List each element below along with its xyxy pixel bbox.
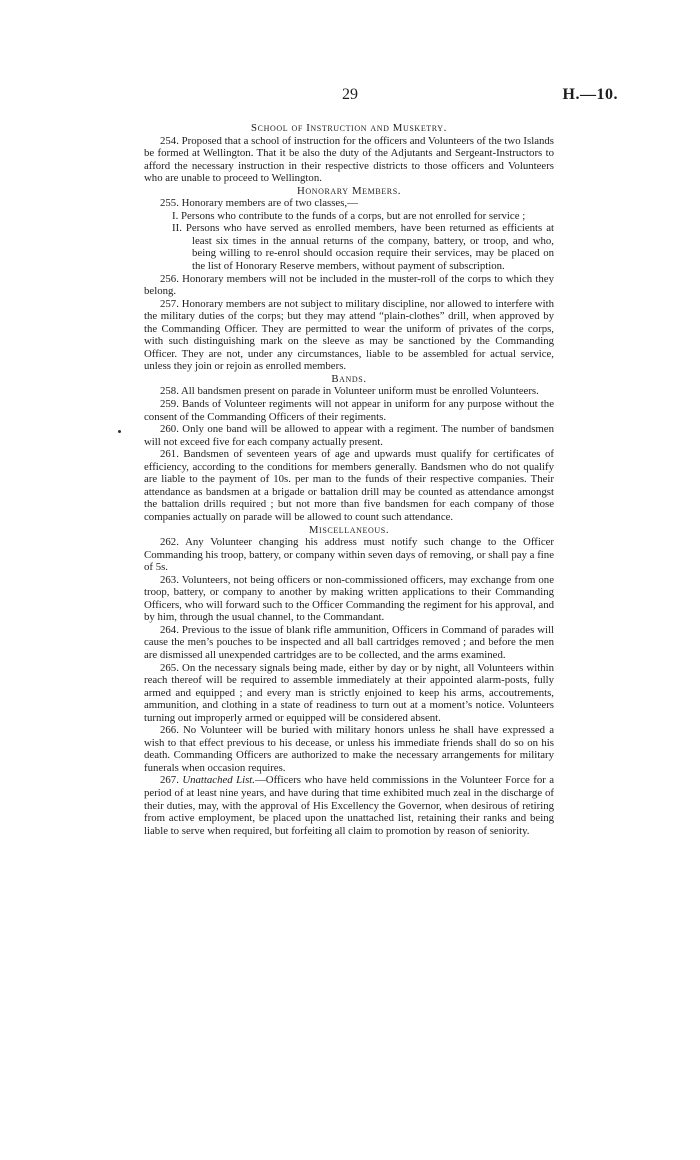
unattached-list-title: Unattached List. [182,774,255,787]
paragraph-258: 258. All bandsmen present on parade in Volunteer uniform must be enrolled Volunteers. [160,385,539,398]
list-item-class-i: I. Persons who contribute to the funds of a corps, but are not enrolled for service ; [172,209,526,222]
paragraph-265: 265. On the necessary signals being made, either by day or by night, all Volunteers within reach thereof will be required to assemble immediately at their appointed alarm-posts, fully armed and equipped ; and every man is strictly enjoined to keep his arms, accoutrements, ammunition, and clothing in a state of readiness to turn out at a moment’s notice. Volunteers turning out improperly armed or equipped will be considered absent. [144,661,554,724]
paragraph-266: 266. No Volunteer will be buried with military honors unless he shall have expressed a wish to that effect previous to his decease, or unless his immediate friends shall do so on his death. Commanding Officers are authorized to make the necessary arrangements for military funerals when occasion requires. [144,724,554,774]
paragraph-255: 255. Honorary members are of two classes,— [160,197,358,210]
paragraph-267-number: 267. [160,774,179,787]
section-heading-school: School of Instruction and Musketry. [251,122,447,134]
paragraph-267-text: —Officers who have held commissions in the Volunteer Force for a period of at least nine years, and have during that time exhibited much zeal in the discharge of their duties, may, with the approval of His Excellency the Governor, when desirous of retiring from active employment, be placed upon the unattached list, retaining their ranks and being liable to serve when required, but forfeiting all claim to promotion by reason of seniority. [144,774,555,837]
section-heading-miscellaneous: Miscellaneous. [308,523,390,536]
document-body [144,122,554,837]
paragraph-261: 261. Bandsmen of seventeen years of age and upwards must qualify for certificates of efficiency, according to the conditions for members generally. Bandsmen who do not qualify are liable to the payment of 10s. per man to the funds of their respective companies. Their attendance as bandsmen at a brigade or battalion drill may be counted as attendance amongst the battalion drills required ; but not more than five bandsmen for each company of those companies actually on parade will be allowed to count such attendance. [144,448,554,523]
list-item-class-ii: II. Persons who have served as enrolled members, have been returned as efficients at least six times in the annual returns of the company, battery, or troop, and who, being willing to re-enrol should occasion require their services, may be placed on the list of Honorary Reserve members, without payment of subscription. [172,222,554,273]
stray-mark [118,430,121,433]
document-reference: H.—10. [562,86,618,103]
paragraph-262: 262. Any Volunteer changing his address must notify such change to the Officer Commanding his troop, battery, or company within seven days of removing, or shall pay a fine of 5s. [144,536,554,574]
paragraph-267 [144,774,554,837]
paragraph-263: 263. Volunteers, not being officers or non-commissioned officers, may exchange from one troop, battery, or company to another by making written applications to their Commanding Officers, who will forward such to the Officer Commanding the regiment for his approval, and by him, through the usual channel, to the Commandant. [144,573,554,624]
paragraph-256: 256. Honorary members will not be included in the muster-roll of the corps to which they belong. [144,272,554,298]
section-heading-honorary: Honorary Members. [296,184,402,197]
section-heading-bands: Bands. [331,372,367,385]
paragraph-257: 257. Honorary members are not subject to military discipline, nor allowed to interfere with the military duties of the corps; but they may attend “plain-clothes” drill, when approved by the Commanding Officer. They are permitted to wear the uniform of privates of the corps, with such distinguishing mark on the sleeve as may be sanctioned by the Commanding Officer. They are not, under any circumstances, liable to be assembled for actual service, unless they join or rejoin as enrolled members. [144,297,554,373]
paragraph-264: 264. Previous to the issue of blank rifle ammunition, Officers in Command of parades will cause the men’s pouches to be inspected and all ball cartridges removed ; and before the men are dismissed all unexpended cartridges are to be collected, and the arms examined. [144,623,554,661]
paragraph-259: 259. Bands of Volunteer regiments will not appear in uniform for any purpose without the consent of the Commanding Officers of their regiments. [144,398,554,423]
paragraph-254: 254. Proposed that a school of instruction for the officers and Volunteers of the two Islands be formed at Wellington. That it be also the duty of the Adjutants and Sergeant-Instructors to afford the necessary instruction in their respective districts to those officers and Volunteers who are unable to proceed to Wellington. [144,134,554,185]
paragraph-260: 260. Only one band will be allowed to appear with a regiment. The number of bandsmen will not exceed five for each company actually present. [144,423,554,448]
page-number: 29 [342,86,358,103]
